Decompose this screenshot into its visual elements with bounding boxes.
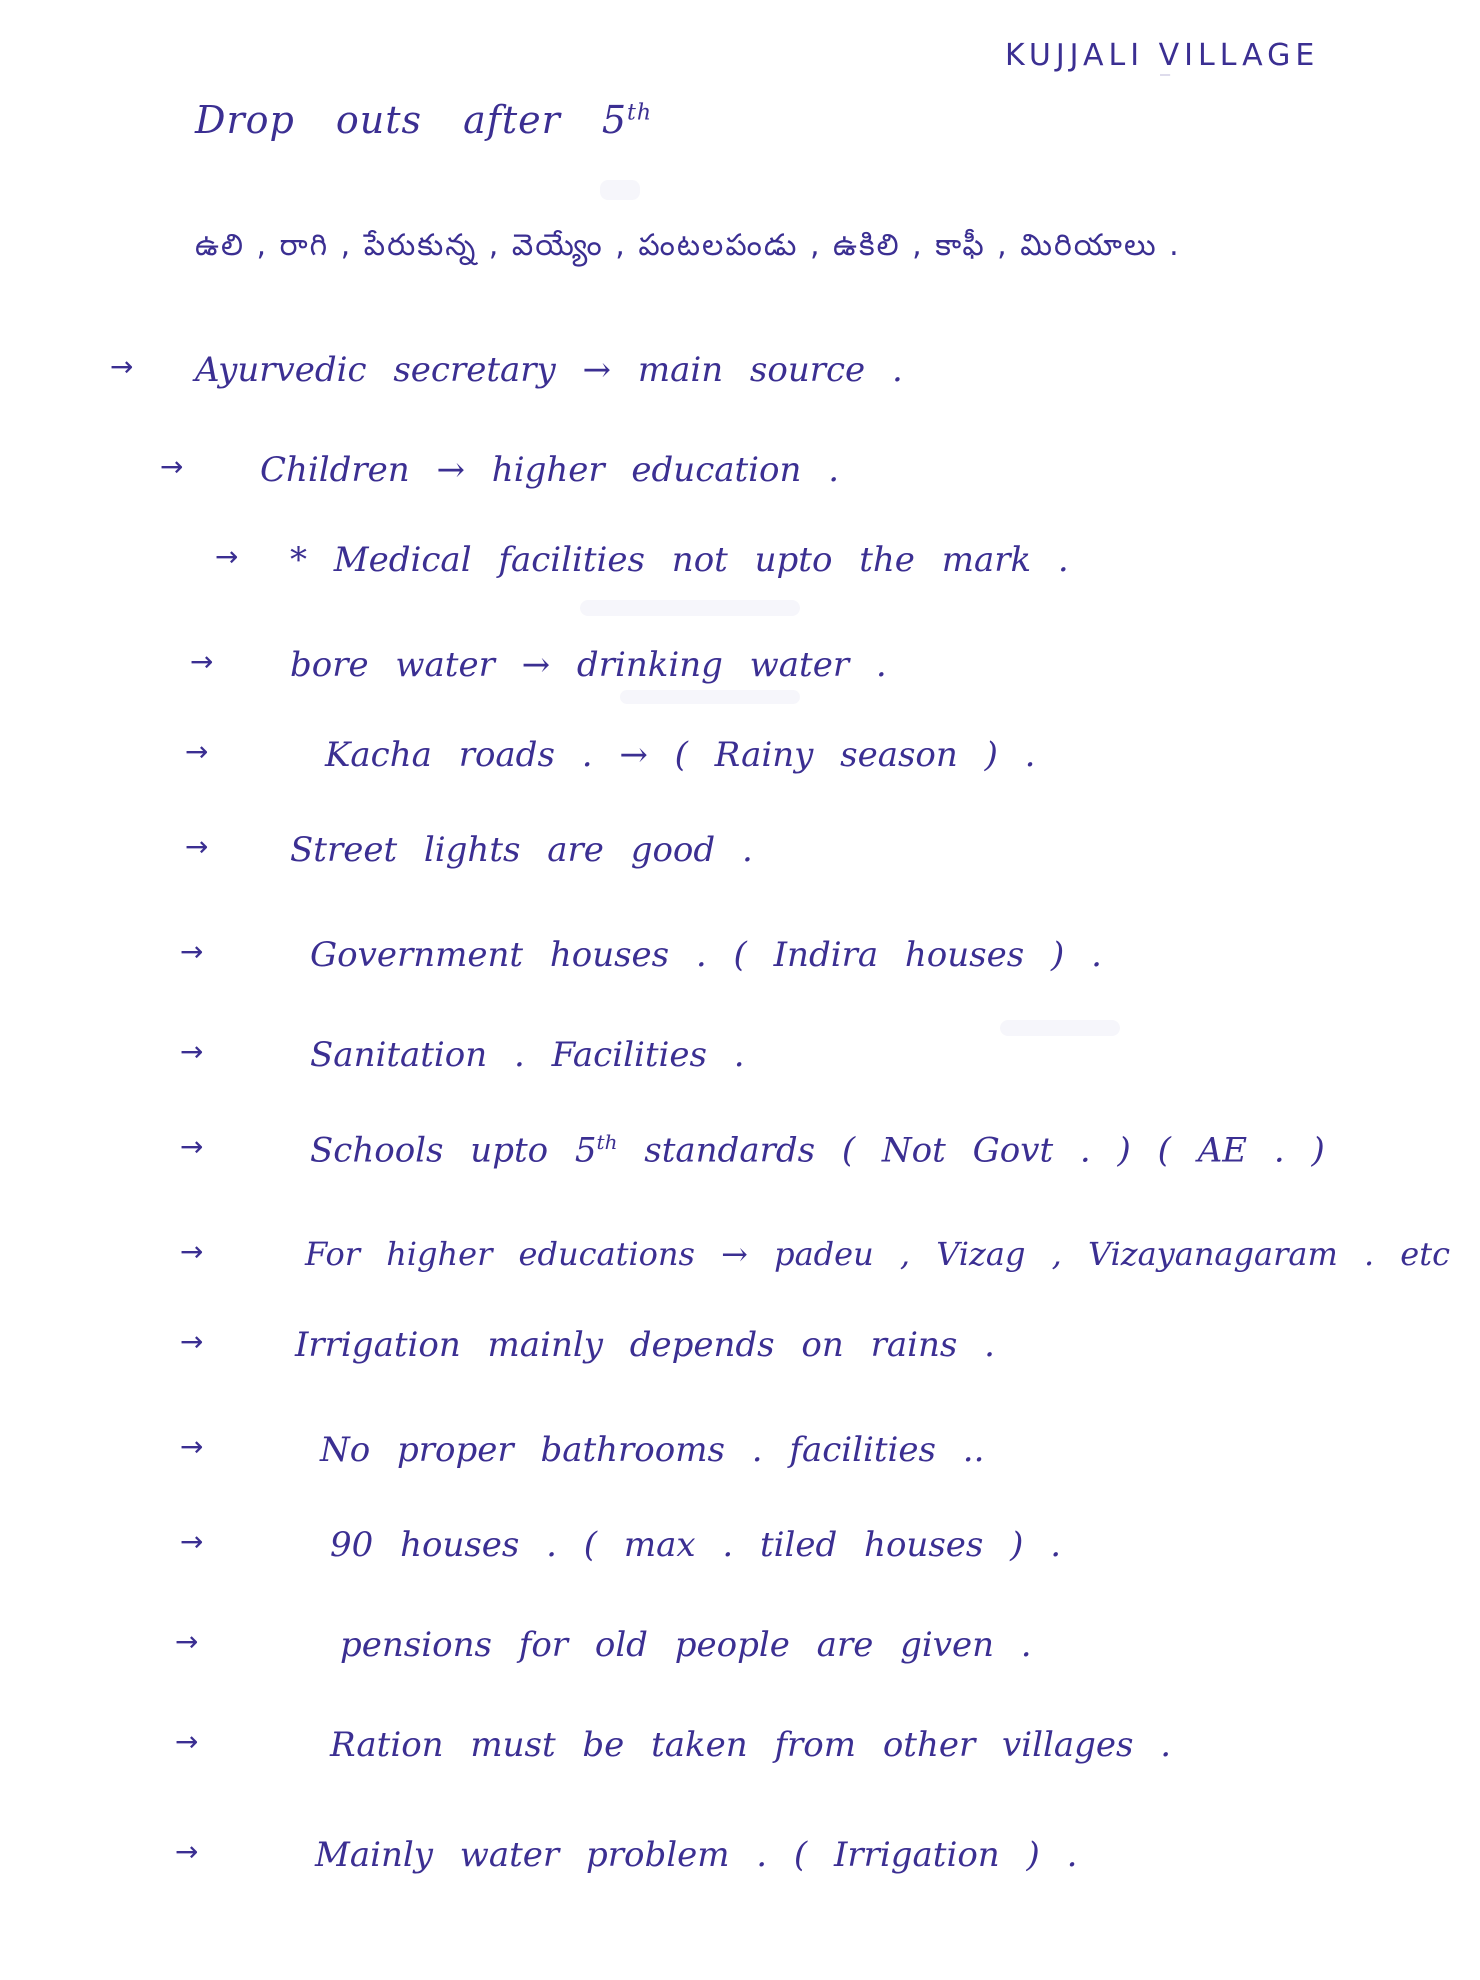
note-item [180,1035,1460,1095]
note-text-main: Ration must be taken from other villages . [330,1725,1172,1765]
arrow-bullet-icon: → [180,1035,204,1068]
note-item [180,1130,1460,1190]
note-text-continued: standards ( Not Govt . ) ( AE . ) [617,1130,1325,1171]
arrow-bullet-icon: → [180,935,204,968]
note-item [175,1625,1460,1685]
note-text-main: Street lights are good . [290,830,753,870]
arrow-bullet-icon: → [180,1430,204,1463]
note-item [110,350,1460,410]
note-item [180,1325,1460,1385]
arrow-bullet-icon: → [180,1235,204,1268]
note-text-main: * Medical facilities not upto the mark . [290,540,1069,580]
note-text-main: Government houses . ( Indira houses ) . [310,935,1102,975]
show-through-mark [1000,1020,1120,1036]
arrow-bullet-icon: → [185,735,209,768]
note-text [260,450,839,490]
arrow-bullet-icon: → [175,1835,199,1868]
note-text [290,540,1069,580]
arrow-bullet-icon: → [190,645,214,678]
note-text [325,735,1035,775]
arrow-bullet-icon: → [110,350,134,383]
note-item [180,1235,1460,1295]
note-item [215,540,1460,600]
note-text [320,1430,984,1470]
note-text-main: Children → higher education . [260,450,840,490]
note-text [330,1525,1061,1565]
note-text-main: For higher educations → padeu , Vizag , Vizayanagaram . etc [305,1235,1451,1273]
arrow-bullet-icon: → [185,830,209,863]
note-item [190,645,1460,705]
arrow-bullet-icon: → [215,540,239,573]
note-item [175,1835,1460,1895]
page-heading [195,98,652,142]
note-text-main: Sanitation . Facilities . [310,1035,745,1075]
arrow-bullet-icon: → [180,1325,204,1358]
note-text [305,1235,1450,1273]
village-underline [1160,72,1220,78]
arrow-bullet-icon: → [180,1525,204,1558]
village-name: KUJJALI VILLAGE [1005,38,1320,73]
heading-superscript: th [627,100,653,126]
note-item [175,1725,1460,1785]
note-text [310,1130,1325,1170]
note-text-main: Ayurvedic secretary → main source . [195,350,903,390]
note-text [195,350,903,390]
note-text [290,830,753,870]
show-through-mark [600,180,640,200]
note-item [160,450,1460,510]
note-item [180,1525,1460,1585]
note-text [340,1625,1032,1665]
arrow-bullet-icon: → [180,1130,204,1163]
note-text-main: pensions for old people are given . [340,1625,1032,1665]
note-text-main: Kacha roads . → ( Rainy season ) . [325,735,1036,775]
note-text-main: 90 houses . ( max . tiled houses ) . [330,1525,1062,1565]
arrow-bullet-icon: → [160,450,184,483]
note-text-main: Irrigation mainly depends on rains . [295,1325,995,1365]
note-item [185,735,1460,795]
arrow-bullet-icon: → [175,1625,199,1658]
note-text [290,645,887,685]
telugu-crop-list: ఉలి , రాగి , పేరుకున్న , వెయ్యేం , పంటలపండు , ఉకిలి , కాఫీ , మిరియాలు . [195,228,1181,263]
arrow-bullet-icon: → [175,1725,199,1758]
note-text [310,935,1102,975]
show-through-mark [580,600,800,616]
note-text-main: bore water → drinking water . [290,645,887,685]
note-text [295,1325,995,1365]
note-item [185,830,1460,890]
note-text [315,1835,1077,1875]
note-superscript: th [596,1130,618,1154]
note-text-main: Schools upto 5 [310,1130,597,1171]
note-item [180,935,1460,995]
note-text [310,1035,745,1075]
note-text-main: Mainly water problem . ( Irrigation ) . [315,1835,1078,1875]
note-text-main: No proper bathrooms . facilities .. [320,1430,985,1470]
note-text [330,1725,1171,1765]
note-item [180,1430,1460,1490]
heading-text: Drop outs after 5 [195,98,628,142]
